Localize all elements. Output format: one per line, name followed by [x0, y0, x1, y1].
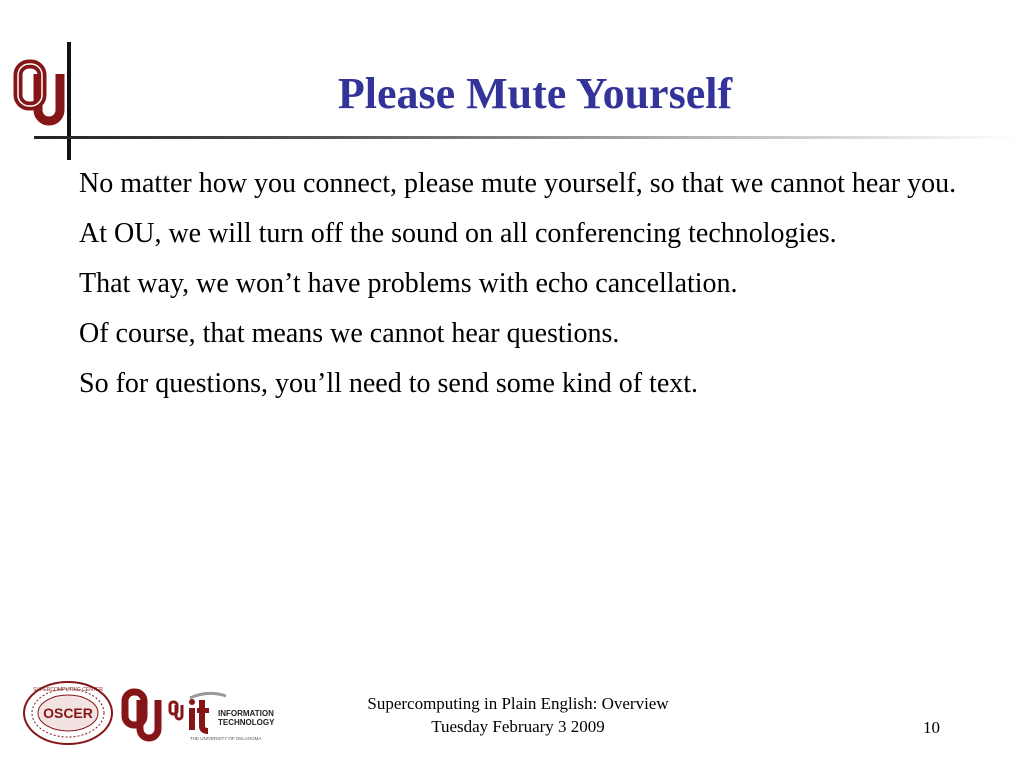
bullet-list [79, 164, 959, 414]
bullet-item: That way, we won’t have problems with echo cancellation. [79, 268, 738, 299]
it-logo-line1: INFORMATION [218, 709, 274, 718]
footer-caption [310, 692, 726, 738]
ou-logo-icon [12, 56, 68, 132]
it-logo-line2: TECHNOLOGY [218, 718, 275, 727]
bullet-item: At OU, we will turn off the sound on all conferencing technologies. [79, 218, 837, 249]
it-logo-line3: THE UNIVERSITY OF OKLAHOMA [190, 736, 262, 741]
header-horizontal-rule [34, 136, 1020, 139]
oscer-logo-text: OSCER [43, 705, 93, 721]
footer-date: Tuesday February 3 2009 [431, 717, 605, 736]
slide-number: 10 [923, 718, 940, 737]
footer-course-title: Supercomputing in Plain English: Overview [367, 694, 669, 713]
ou-it-logo-icon [168, 688, 288, 744]
bullet-item: No matter how you connect, please mute yourself, so that we cannot hear you. [79, 168, 957, 199]
bullet-item: So for questions, you’ll need to send some kind of text. [79, 368, 699, 399]
header-vertical-rule [67, 42, 71, 160]
oscer-logo-icon [22, 680, 114, 746]
slide-title: Please Mute Yourself [337, 69, 733, 118]
bullet-item: Of course, that means we cannot hear questions. [79, 318, 620, 349]
footer-logos [22, 680, 292, 752]
oscer-ring-text: SUPERCOMPUTING CENTER [33, 687, 103, 693]
ou-logo-small-icon [120, 686, 164, 746]
